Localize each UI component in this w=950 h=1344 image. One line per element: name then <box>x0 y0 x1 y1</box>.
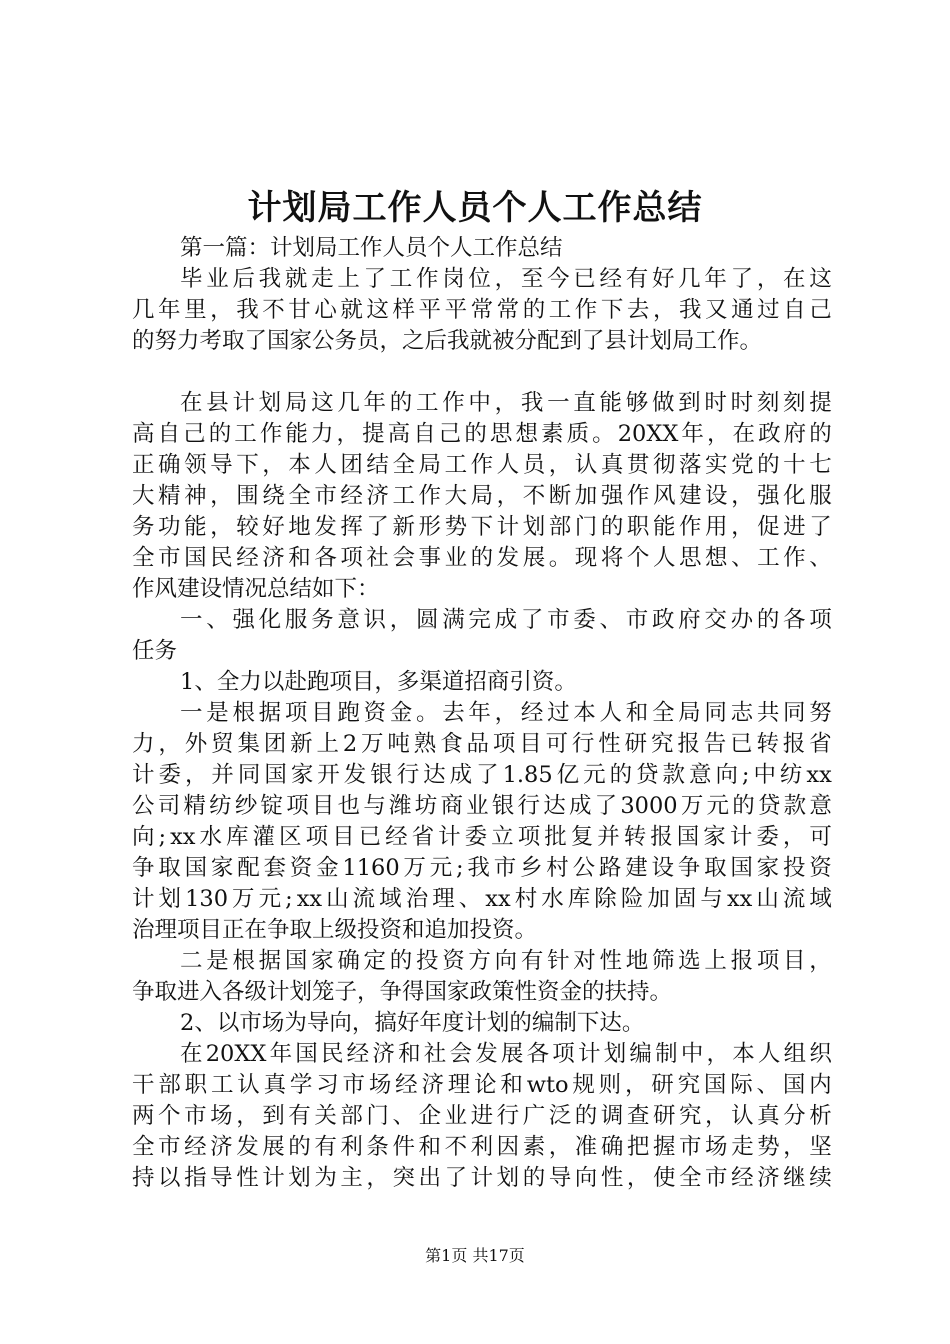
text-line: 一 、 强 化 服 务 意 识 ， 圆 满 完 成 了 市 委 、 市 政 府 交 办 的 各 项 <box>180 607 832 633</box>
text-line: 第一篇：计划局工作人员个人工作总结 <box>180 235 563 261</box>
text-line: 计 划 130 万 元 ; xx 山 流 域 治 理 、 xx 村 水 库 除 险 加 固 与 xx 山 流 域 <box>132 886 832 912</box>
text-line: 务 功 能 ， 较 好 地 发 挥 了 新 形 势 下 计 划 部 门 的 职 能 作 用 ， 促 进 了 <box>132 514 832 540</box>
text-line: 公 司 精 纺 纱 锭 项 目 也 与 潍 坊 商 业 银 行 达 成 了 3000 万 元 的 贷 款 意 <box>132 793 832 819</box>
text-line: 全 市 国 民 经 济 和 各 项 社 会 事 业 的 发 展 。 现 将 个 人 思 想 、 工 作 、 <box>132 545 832 571</box>
text-line: 任务 <box>132 638 178 664</box>
text-line: 干 部 职 工 认 真 学 习 市 场 经 济 理 论 和 wto 规 则 ， 研 究 国 际 、 国 内 <box>132 1072 832 1098</box>
text-line: 二 是 根 据 国 家 确 定 的 投 资 方 向 有 针 对 性 地 筛 选 上 报 项 目 ， <box>180 948 832 974</box>
text-line: 向 ; xx 水 库 灌 区 项 目 已 经 省 计 委 立 项 批 复 并 转 报 国 家 计 委 ， 可 <box>132 824 832 850</box>
text-line: 1、全力以赴跑项目，多渠道招商引资。 <box>180 669 577 695</box>
text-line: 毕 业 后 我 就 走 上 了 工 作 岗 位 ， 至 今 已 经 有 好 几 年 了 ， 在 这 <box>180 266 832 292</box>
text-line: 争取进入各级计划笼子，争得国家政策性资金的扶持。 <box>132 979 673 1005</box>
text-line: 在 县 计 划 局 这 几 年 的 工 作 中 ， 我 一 直 能 够 做 到 时 时 刻 刻 提 <box>180 390 832 416</box>
text-line <box>132 357 832 388</box>
text-line: 持 以 指 导 性 计 划 为 主 ， 突 出 了 计 划 的 导 向 性 ， 使 全 市 经 济 继 续 <box>132 1165 832 1191</box>
text-line: 2、以市场为导向，搞好年度计划的编制下达。 <box>180 1010 645 1036</box>
text-line: 几 年 里 ， 我 不 甘 心 就 这 样 平 平 常 常 的 工 作 下 去 ， 我 又 通 过 自 己 <box>132 297 832 323</box>
text-line: 大 精 神 ， 围 绕 全 市 经 济 工 作 大 局 ， 不 断 加 强 作 风 建 设 ， 强 化 服 <box>132 483 832 509</box>
text-line: 的努力考取了国家公务员，之后我就被分配到了县计划局工作。 <box>132 328 763 354</box>
text-line: 全 市 经 济 发 展 的 有 利 条 件 和 不 利 因 素 ， 准 确 把 握 市 场 走 势 ， 坚 <box>132 1134 832 1160</box>
text-line: 治理项目正在争取上级投资和追加投资。 <box>132 917 538 943</box>
text-line: 两 个 市 场 ， 到 有 关 部 门 、 企 业 进 行 广 泛 的 调 查 研 究 ， 认 真 分 析 <box>132 1103 832 1129</box>
page-footer: 第1页 共17页 <box>425 1246 525 1265</box>
text-line: 正 确 领 导 下 ， 本 人 团 结 全 局 工 作 人 员 ， 认 真 贯 彻 落 实 党 的 十 七 <box>132 452 832 478</box>
text-line: 计 委 ， 并 同 国 家 开 发 银 行 达 成 了 1.85 亿 元 的 贷 款 意 向 ; 中 纺 xx <box>132 762 832 788</box>
document-title: 计划局工作人员个人工作总结 <box>247 188 703 228</box>
text-line: 高 自 己 的 工 作 能 力 ， 提 高 自 己 的 思 想 素 质 。 20XX 年 ， 在 政 府 的 <box>132 421 832 447</box>
document-body <box>132 233 832 1194</box>
text-line: 作风建设情况总结如下： <box>132 576 380 602</box>
text-line: 力 ， 外 贸 集 团 新 上 2 万 吨 熟 食 品 项 目 可 行 性 研 究 报 告 已 转 报 省 <box>132 731 832 757</box>
text-line: 在 20XX 年 国 民 经 济 和 社 会 发 展 各 项 计 划 编 制 中 ， 本 人 组 织 <box>180 1041 832 1067</box>
text-line: 争 取 国 家 配 套 资 金 1160 万 元 ; 我 市 乡 村 公 路 建 设 争 取 国 家 投 资 <box>132 855 832 881</box>
text-line: 一 是 根 据 项 目 跑 资 金 。 去 年 ， 经 过 本 人 和 全 局 同 志 共 同 努 <box>180 700 832 726</box>
